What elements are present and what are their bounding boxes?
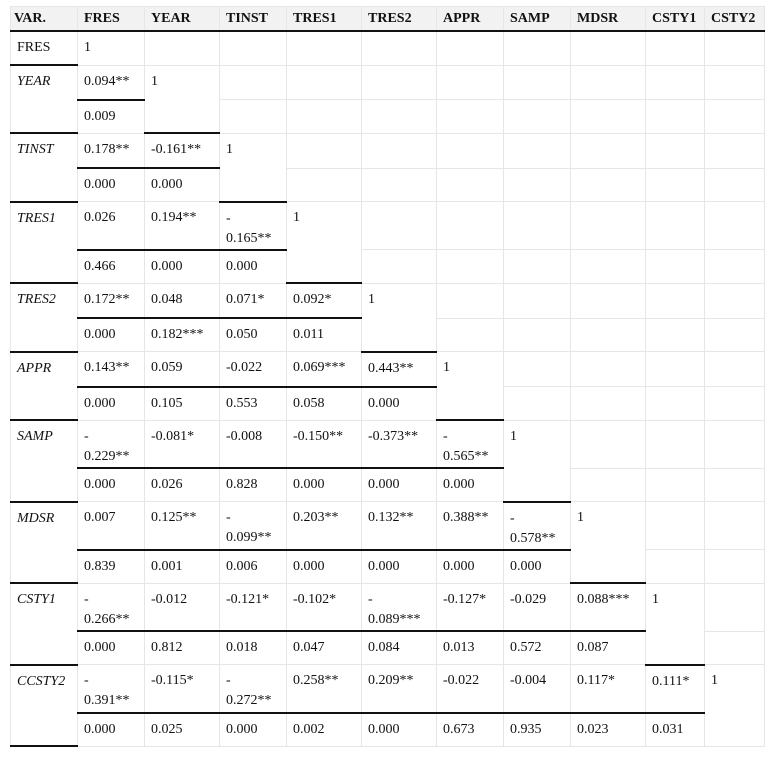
row-label: TINST	[11, 133, 78, 202]
empty-cell	[705, 31, 765, 65]
empty-cell	[705, 283, 765, 318]
coefficient-cell: 0.007	[78, 502, 145, 550]
p-value-cell: 0.001	[145, 550, 220, 584]
empty-cell	[504, 65, 571, 100]
p-value-cell: 0.935	[504, 713, 571, 747]
p-value-cell: 0.182***	[145, 318, 220, 352]
empty-cell	[571, 387, 646, 421]
coefficient-cell: - 0.272**	[220, 665, 287, 713]
p-value-cell: 0.018	[220, 631, 287, 665]
column-header-tres2: TRES2	[362, 7, 437, 32]
empty-cell	[571, 100, 646, 134]
empty-cell	[646, 550, 705, 584]
coefficient-cell: 0.026	[78, 202, 145, 250]
empty-cell	[646, 168, 705, 202]
p-value-cell: 0.031	[646, 713, 705, 747]
p-value-cell: 0.000	[78, 318, 145, 352]
coefficient-cell: - 0.391**	[78, 665, 145, 713]
p-value-cell: 0.572	[504, 631, 571, 665]
empty-cell	[437, 100, 504, 134]
p-value-cell: 0.013	[437, 631, 504, 665]
coefficient-cell: -0.115*	[145, 665, 220, 713]
empty-cell	[571, 31, 646, 65]
empty-cell	[705, 550, 765, 584]
p-value-cell: 0.000	[220, 250, 287, 284]
empty-cell	[705, 250, 765, 284]
coefficient-cell: 0.059	[145, 352, 220, 387]
diagonal-cell: 1	[78, 31, 145, 65]
empty-cell	[504, 318, 571, 352]
empty-cell	[571, 250, 646, 284]
empty-cell	[504, 202, 571, 250]
empty-cell	[646, 468, 705, 502]
column-header-csty2: CSTY2	[705, 7, 765, 32]
empty-cell	[646, 387, 705, 421]
p-value-cell: 0.000	[362, 550, 437, 584]
coefficient-cell: 0.132**	[362, 502, 437, 550]
coefficient-cell: -0.022	[220, 352, 287, 387]
empty-cell	[646, 133, 705, 168]
column-header-var-: VAR.	[11, 7, 78, 32]
row-label: CSTY1	[11, 583, 78, 665]
empty-cell	[705, 387, 765, 421]
empty-cell	[287, 168, 362, 202]
coefficient-cell: 0.203**	[287, 502, 362, 550]
table-row	[11, 352, 765, 387]
empty-cell	[646, 352, 705, 387]
diagonal-cell: 1	[287, 202, 362, 284]
column-header-year: YEAR	[145, 7, 220, 32]
coefficient-cell: 0.209**	[362, 665, 437, 713]
empty-cell	[504, 100, 571, 134]
empty-cell	[437, 31, 504, 65]
coefficient-cell: - 0.099**	[220, 502, 287, 550]
p-value-cell: 0.000	[78, 631, 145, 665]
coefficient-cell: 0.258**	[287, 665, 362, 713]
column-header-fres: FRES	[78, 7, 145, 32]
empty-cell	[705, 133, 765, 168]
row-label: YEAR	[11, 65, 78, 133]
empty-cell	[504, 250, 571, 284]
empty-cell	[571, 468, 646, 502]
coefficient-cell: -0.081*	[145, 420, 220, 468]
empty-cell	[705, 100, 765, 134]
diagonal-cell: 1	[504, 420, 571, 502]
coefficient-cell: -0.373**	[362, 420, 437, 468]
empty-cell	[437, 133, 504, 168]
empty-cell	[571, 202, 646, 250]
p-value-cell: 0.000	[78, 387, 145, 421]
p-value-cell: 0.050	[220, 318, 287, 352]
coefficient-cell: -0.012	[145, 583, 220, 631]
column-header-tres1: TRES1	[287, 7, 362, 32]
table-row	[11, 468, 765, 502]
coefficient-cell: 0.117*	[571, 665, 646, 713]
row-label: FRES	[11, 31, 78, 65]
coefficient-cell: - 0.229**	[78, 420, 145, 468]
p-value-cell: 0.011	[287, 318, 362, 352]
p-value-cell: 0.812	[145, 631, 220, 665]
p-value-cell: 0.553	[220, 387, 287, 421]
column-header-samp: SAMP	[504, 7, 571, 32]
coefficient-cell: 0.071*	[220, 283, 287, 318]
column-header-tinst: TINST	[220, 7, 287, 32]
empty-cell	[646, 283, 705, 318]
table-row	[11, 583, 765, 631]
empty-cell	[362, 250, 437, 284]
table-header-row	[11, 7, 765, 32]
coefficient-cell: 0.143**	[78, 352, 145, 387]
table-row	[11, 665, 765, 713]
p-value-cell: 0.000	[287, 550, 362, 584]
empty-cell	[571, 352, 646, 387]
diagonal-cell: 1	[362, 283, 437, 352]
diagonal-cell: 1	[220, 133, 287, 202]
table-row	[11, 550, 765, 584]
empty-cell	[705, 420, 765, 468]
coefficient-cell: 0.111*	[646, 665, 705, 713]
empty-cell	[504, 133, 571, 168]
p-value-cell: 0.002	[287, 713, 362, 747]
p-value-cell: 0.026	[145, 468, 220, 502]
empty-cell	[646, 31, 705, 65]
diagonal-cell: 1	[571, 502, 646, 584]
empty-cell	[437, 202, 504, 250]
p-value-cell: 0.000	[362, 713, 437, 747]
p-value-cell: 0.023	[571, 713, 646, 747]
p-value-cell: 0.000	[78, 713, 145, 747]
p-value-cell: 0.000	[362, 387, 437, 421]
table-row	[11, 713, 765, 747]
empty-cell	[705, 65, 765, 100]
empty-cell	[362, 168, 437, 202]
coefficient-cell: 0.388**	[437, 502, 504, 550]
empty-cell	[362, 133, 437, 168]
row-label: MDSR	[11, 502, 78, 584]
empty-cell	[504, 31, 571, 65]
empty-cell	[362, 65, 437, 100]
diagonal-cell: 1	[437, 352, 504, 421]
empty-cell	[437, 250, 504, 284]
p-value-cell: 0.839	[78, 550, 145, 584]
row-label: TRES1	[11, 202, 78, 284]
p-value-cell: 0.105	[145, 387, 220, 421]
coefficient-cell: -0.102*	[287, 583, 362, 631]
empty-cell	[437, 283, 504, 318]
p-value-cell: 0.000	[362, 468, 437, 502]
empty-cell	[705, 631, 765, 665]
coefficient-cell: 0.048	[145, 283, 220, 318]
empty-cell	[646, 502, 705, 550]
p-value-cell: 0.828	[220, 468, 287, 502]
empty-cell	[646, 100, 705, 134]
table-row	[11, 100, 765, 134]
table-row	[11, 387, 765, 421]
p-value-cell: 0.673	[437, 713, 504, 747]
coefficient-cell: 0.094**	[78, 65, 145, 100]
coefficient-cell: -0.008	[220, 420, 287, 468]
empty-cell	[571, 65, 646, 100]
coefficient-cell: 0.194**	[145, 202, 220, 250]
empty-cell	[362, 202, 437, 250]
empty-cell	[705, 202, 765, 250]
coefficient-cell: - 0.266**	[78, 583, 145, 631]
empty-cell	[437, 168, 504, 202]
p-value-cell: 0.000	[145, 250, 220, 284]
p-value-cell: 0.084	[362, 631, 437, 665]
table-row	[11, 502, 765, 550]
row-label: TRES2	[11, 283, 78, 352]
empty-cell	[437, 65, 504, 100]
coefficient-cell: -0.150**	[287, 420, 362, 468]
coefficient-cell: 0.172**	[78, 283, 145, 318]
empty-cell	[571, 168, 646, 202]
empty-cell	[145, 31, 220, 65]
row-label: SAMP	[11, 420, 78, 502]
coefficient-cell: -0.004	[504, 665, 571, 713]
empty-cell	[571, 133, 646, 168]
empty-cell	[705, 468, 765, 502]
empty-cell	[571, 283, 646, 318]
empty-cell	[646, 65, 705, 100]
empty-cell	[646, 202, 705, 250]
p-value-cell: 0.000	[220, 713, 287, 747]
coefficient-cell: - 0.089***	[362, 583, 437, 631]
empty-cell	[287, 65, 362, 100]
p-value-cell: 0.000	[437, 550, 504, 584]
coefficient-cell: 0.069***	[287, 352, 362, 387]
empty-cell	[705, 318, 765, 352]
p-value-cell: 0.000	[78, 468, 145, 502]
empty-cell	[646, 420, 705, 468]
table-row	[11, 65, 765, 100]
empty-cell	[504, 168, 571, 202]
empty-cell	[220, 31, 287, 65]
p-value-cell: 0.000	[287, 468, 362, 502]
coefficient-cell: 0.178**	[78, 133, 145, 168]
table-row	[11, 31, 765, 65]
p-value-cell: 0.087	[571, 631, 646, 665]
empty-cell	[362, 31, 437, 65]
empty-cell	[220, 65, 287, 100]
empty-cell	[571, 420, 646, 468]
coefficient-cell: 0.092*	[287, 283, 362, 318]
column-header-csty1: CSTY1	[646, 7, 705, 32]
empty-cell	[437, 318, 504, 352]
empty-cell	[287, 133, 362, 168]
diagonal-cell: 1	[705, 665, 765, 747]
correlation-table	[10, 6, 765, 747]
empty-cell	[705, 352, 765, 387]
diagonal-cell: 1	[646, 583, 705, 665]
table-row	[11, 250, 765, 284]
empty-cell	[646, 318, 705, 352]
empty-cell	[287, 31, 362, 65]
p-value-cell: 0.000	[437, 468, 504, 502]
table-row	[11, 420, 765, 468]
coefficient-cell: - 0.165**	[220, 202, 287, 250]
coefficient-cell: - 0.565**	[437, 420, 504, 468]
coefficient-cell: -0.127*	[437, 583, 504, 631]
p-value-cell: 0.000	[145, 168, 220, 202]
empty-cell	[705, 583, 765, 631]
column-header-mdsr: MDSR	[571, 7, 646, 32]
empty-cell	[705, 168, 765, 202]
empty-cell	[504, 283, 571, 318]
row-label: APPR	[11, 352, 78, 421]
empty-cell	[220, 100, 287, 134]
empty-cell	[705, 502, 765, 550]
empty-cell	[571, 318, 646, 352]
table-row	[11, 133, 765, 168]
p-value-cell: 0.466	[78, 250, 145, 284]
row-label: CCSTY2	[11, 665, 78, 747]
empty-cell	[362, 100, 437, 134]
p-value-cell: 0.047	[287, 631, 362, 665]
coefficient-cell: 0.443**	[362, 352, 437, 387]
empty-cell	[504, 352, 571, 387]
coefficient-cell: - 0.578**	[504, 502, 571, 550]
empty-cell	[287, 100, 362, 134]
p-value-cell: 0.000	[78, 168, 145, 202]
p-value-cell: 0.009	[78, 100, 145, 134]
coefficient-cell: -0.161**	[145, 133, 220, 168]
coefficient-cell: -0.029	[504, 583, 571, 631]
coefficient-cell: -0.022	[437, 665, 504, 713]
column-header-appr: APPR	[437, 7, 504, 32]
coefficient-cell: 0.088***	[571, 583, 646, 631]
coefficient-cell: -0.121*	[220, 583, 287, 631]
empty-cell	[646, 250, 705, 284]
table-body	[11, 31, 765, 746]
coefficient-cell: 0.125**	[145, 502, 220, 550]
p-value-cell: 0.000	[504, 550, 571, 584]
table-row	[11, 168, 765, 202]
p-value-cell: 0.006	[220, 550, 287, 584]
diagonal-cell: 1	[145, 65, 220, 133]
p-value-cell: 0.058	[287, 387, 362, 421]
table-row	[11, 202, 765, 250]
empty-cell	[504, 387, 571, 421]
p-value-cell: 0.025	[145, 713, 220, 747]
table-row	[11, 283, 765, 318]
